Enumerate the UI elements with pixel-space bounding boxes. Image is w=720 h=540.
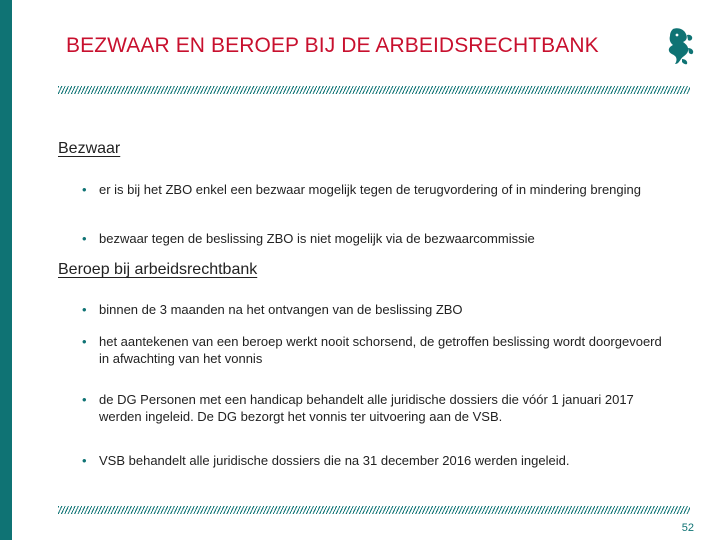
list-item: • VSB behandelt alle juridische dossiers die na 31 december 2016 werden ingeleid. xyxy=(82,453,570,468)
flemish-lion-logo-icon xyxy=(664,26,696,66)
side-accent-bar xyxy=(0,0,12,540)
section-heading-bezwaar: Bezwaar xyxy=(58,140,121,157)
bullet-icon: • xyxy=(82,392,87,407)
bullet-icon: • xyxy=(82,334,87,349)
list-item: • bezwaar tegen de beslissing ZBO is niet mogelijk via de bezwaarcommissie xyxy=(82,231,535,246)
top-divider xyxy=(58,86,690,94)
list-item: • er is bij het ZBO enkel een bezwaar mogelijk tegen de terugvordering of in mindering brenging xyxy=(82,182,641,197)
bottom-divider xyxy=(58,506,690,514)
slide-title: BEZWAAR EN BEROEP BIJ DE ARBEIDSRECHTBANK xyxy=(66,34,599,57)
bullet-icon: • xyxy=(82,182,87,197)
bullet-icon: • xyxy=(82,453,87,468)
list-item: • de DG Personen met een handicap behandelt alle juridische dossiers die vóór 1 januari 2017 werden ingeleid. De DG bezorgt het vonnis ter uitvoering aan de VSB. xyxy=(82,392,634,424)
list-item: • binnen de 3 maanden na het ontvangen van de beslissing ZBO xyxy=(82,302,463,317)
list-item: • het aantekenen van een beroep werkt nooit schorsend, de getroffen beslissing wordt doorgevoerd in afwachting van het vonnis xyxy=(82,334,662,366)
page-number: 52 xyxy=(681,522,694,534)
section-heading-beroep: Beroep bij arbeidsrechtbank xyxy=(58,261,258,278)
bullet-icon: • xyxy=(82,302,87,317)
bullet-icon: • xyxy=(82,231,87,246)
